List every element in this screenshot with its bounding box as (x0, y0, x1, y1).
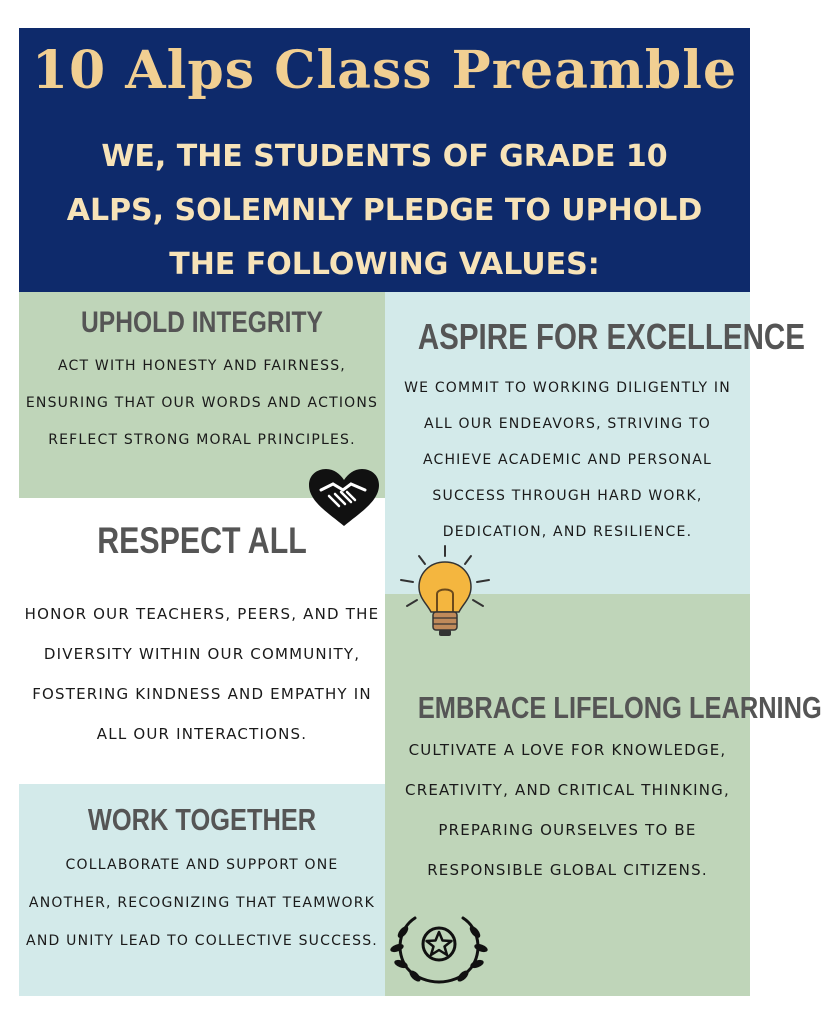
value-text: WE COMMIT TO WORKING DILIGENTLY IN ALL OUR ENDEAVORS, STRIVING TO ACHIEVE ACADEMIC AND PERSONAL SUCCESS THROUGH HARD WORK, DEDICATION, AND RESILIENCE. (404, 380, 731, 540)
header-banner (19, 28, 750, 292)
value-text: CULTIVATE A LOVE FOR KNOWLEDGE, CREATIVITY, AND CRITICAL THINKING, PREPARING OURSELVES TO BE RESPONSIBLE GLOBAL CITIZENS. (405, 741, 730, 879)
value-heading: ASPIRE FOR EXCELLENCE (417, 316, 805, 357)
value-text: COLLABORATE AND SUPPORT ONE ANOTHER, RECOGNIZING THAT TEAMWORK AND UNITY LEAD TO COLLECTIVE SUCCESS. (26, 857, 378, 949)
value-heading: UPHOLD INTEGRITY (81, 306, 323, 339)
poster-title: 10 Alps Class Preamble (31, 40, 738, 101)
preamble-poster (19, 28, 822, 996)
value-heading: WORK TOGETHER (87, 802, 317, 837)
value-panel-work-together (19, 784, 385, 996)
value-text: HONOR OUR TEACHERS, PEERS, AND THE DIVERSITY WITHIN OUR COMMUNITY, FOSTERING KINDNESS AND EMPATHY IN ALL OUR INTERACTIONS. (24, 605, 380, 743)
poster-subtitle: WE, THE STUDENTS OF GRADE 10 ALPS, SOLEMNLY PLEDGE TO UPHOLD THE FOLLOWING VALUES: (66, 139, 703, 282)
handshake-heart-icon (307, 468, 381, 528)
value-heading: RESPECT ALL (97, 520, 307, 561)
lightbulb-icon (397, 544, 493, 644)
laurel-star-icon (385, 910, 493, 986)
value-panel-respect (19, 498, 385, 784)
value-heading: EMBRACE LIFELONG LEARNING (417, 690, 822, 725)
value-text: ACT WITH HONESTY AND FAIRNESS, ENSURING THAT OUR WORDS AND ACTIONS REFLECT STRONG MORAL PRINCIPLES. (25, 358, 379, 448)
